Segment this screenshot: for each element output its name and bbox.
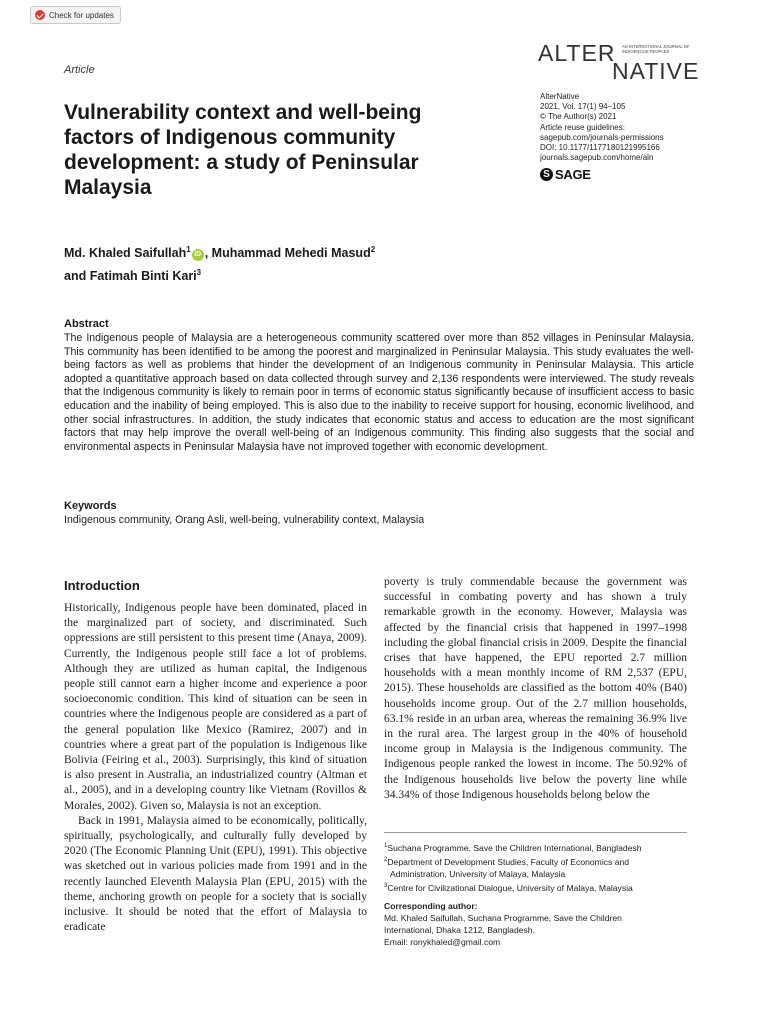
body-paragraph: Back in 1991, Malaysia aimed to be economically, politically, spiritually, psychologically, and culturally fully developed by 2020 (The Economic Planning Unit (EPU), 1991). This objective was sketched out in various policies made from 1991 and in the recently launched Eleventh Malaysia Plan (EPU, 2015) with the theme, anchoring growth on people for a society that is socially inclusive. It should be noted that the effort of Malaysia to eradicate [64, 814, 367, 934]
body-column-left [64, 601, 367, 935]
author-separator: , [204, 246, 212, 261]
doi-link[interactable]: DOI: 10.1177/1177180121995166 [540, 143, 660, 153]
footnote-marker: 3 [384, 882, 388, 889]
article-title: Vulnerability context and well-being factors of Indigenous community development: a study of Peninsular Malaysia [64, 101, 422, 199]
footnote-marker: 1 [384, 843, 388, 849]
orcid-icon[interactable]: iD [192, 249, 204, 261]
footnotes [384, 840, 694, 948]
footnote-text: Suchana Programme, Save the Children International, Bangladesh [387, 842, 642, 853]
affiliation-footnote [384, 854, 694, 868]
article-type-label: Article [64, 64, 95, 76]
footnote-marker: 2 [384, 856, 388, 863]
affiliation-footnote-continued: Administration, University of Malaya, Malaysia [390, 868, 566, 879]
affiliation-footnote [384, 840, 694, 854]
permissions-link[interactable]: sagepub.com/journals-permissions [540, 132, 664, 142]
affiliation-marker: 1 [186, 245, 191, 254]
journal-name: AlterNative [540, 92, 580, 101]
publisher-name: SAGE [555, 167, 591, 182]
abstract-heading: Abstract [64, 318, 109, 330]
journal-info [540, 92, 740, 163]
check-updates-icon [35, 10, 45, 20]
keywords-text: Indigenous community, Orang Asli, well-being, vulnerability context, Malaysia [64, 514, 425, 526]
publisher-logo [540, 167, 591, 182]
affiliation-marker: 2 [370, 245, 376, 254]
abstract-text: The Indigenous people of Malaysia are a heterogeneous community scattered over more than 852 villages in Peninsular Malaysia. This community has been identified to be among the poorest and marginalized in Peninsular Malaysia. This study evaluates the well-being factors as well as problems that hinder the development of an Indigenous community in Peninsular Malaysia. This article adopted a quantitative approach based on data collected through survey and 2,136 respondents were interviewed. The study reveals that the Indigenous community is likely to remain poor in terms of economic status significantly because of insufficient access to basic education and the inability of being employed. This is also due to the inability to receive support for housing, economic livelihood, and other social infrastructures. In addition, the study indicates that economic status and access to education are the most significant factors that may help improve the overall well-being of an Indigenous community. This finding also suggests that the social and environmental aspects in Peninsular Malaysia have not improved together with economic development. [64, 332, 694, 453]
sage-mark-icon: S [540, 168, 553, 181]
journal-home-link[interactable]: journals.sagepub.com/home/aln [540, 153, 654, 163]
footnote-divider [384, 832, 687, 833]
author-name: Muhammad Mehedi Masud [211, 246, 371, 261]
reuse-guidelines-label: Article reuse guidelines: [540, 122, 625, 132]
body-column-right: poverty is truly commendable because the government was successful in combating poverty and has shown a truly remarkable growth in the economy. However, Malaysia was affected by the financial crisis that happened in 1997–1998 including the global financial crisis in 2009. Despite the financial crises that have happened, the EPU reported 2.7 million households with a mean monthly income of RM 2,537 (EPU, 2015). These households are classified as the bottom 40% (B40) households income group. Out of the 2.7 million households, 63.1% reside in an urban area, whereas the remaining 36.9% live in the rural area. The largest group in the 40% of household income group in Malaysia is the Indigenous community. The Indigenous people ranked the lowest in income. The 50.92% of the Indigenous households live below the poverty line while 34.34% of those Indigenous households belong below the [384, 576, 687, 801]
check-for-updates-button[interactable] [30, 6, 121, 24]
logo-native-text: NATIVE [612, 58, 700, 84]
body-paragraph: Historically, Indigenous people have been dominated, placed in the marginalized part of society, and discriminated. Such oppressions are still persistent to this present time (Anaya, 2009). Currently, the Indigenous people still face a lot of problems. Although they are utilized as human capital, the Indigenous people still cannot earn a higher income and experience a poor socioeconomic condition. This kind of situation can be seen in countries where the Indigenous people are considered as a part of the general population like Mexico (Ramirez, 2007) and in countries where a great part of the population is Indigenous like Bolivia (Feiring et al., 2003). Surprisingly, this kind of situation is also present in Australia, an industrialized country (Altman et al., 2005), and in a developing country like Vietnam (Rovillos & Morales, 2002). Given so, Malaysia is not an exception. [64, 602, 367, 812]
corresponding-author-line: Md. Khaled Saifullah, Suchana Programme, Save the Children [384, 912, 622, 923]
corresponding-author-heading: Corresponding author: [384, 900, 478, 911]
logo-tagline: AN INTERNATIONAL JOURNAL OF INDIGENOUS PEOPLES [622, 44, 690, 54]
logo-alter-text: ALTER [538, 40, 616, 66]
corresponding-author-line: International, Dhaka 1212, Bangladesh. [384, 924, 535, 935]
affiliation-marker: 3 [196, 268, 202, 278]
footnote-text: Centre for Civilizational Dialogue, University of Malaya, Malaysia [387, 882, 633, 893]
author-name: and Fatimah Binti Kari [64, 269, 197, 284]
introduction-heading: Introduction [64, 578, 140, 593]
corresponding-author-email[interactable]: Email: ronykhaled@gmail.com [384, 936, 501, 947]
keywords-heading: Keywords [64, 500, 117, 512]
author-name: Md. Khaled Saifullah [64, 246, 187, 261]
author-list [64, 240, 504, 286]
check-for-updates-label: Check for updates [49, 10, 114, 20]
affiliation-footnote [384, 880, 694, 894]
journal-volume: 2021, Vol. 17(1) 94–105 [540, 102, 626, 112]
copyright-line: © The Author(s) 2021 [540, 112, 617, 122]
footnote-text: Department of Development Studies, Faculty of Economics and [387, 856, 630, 867]
journal-logo [538, 40, 700, 84]
